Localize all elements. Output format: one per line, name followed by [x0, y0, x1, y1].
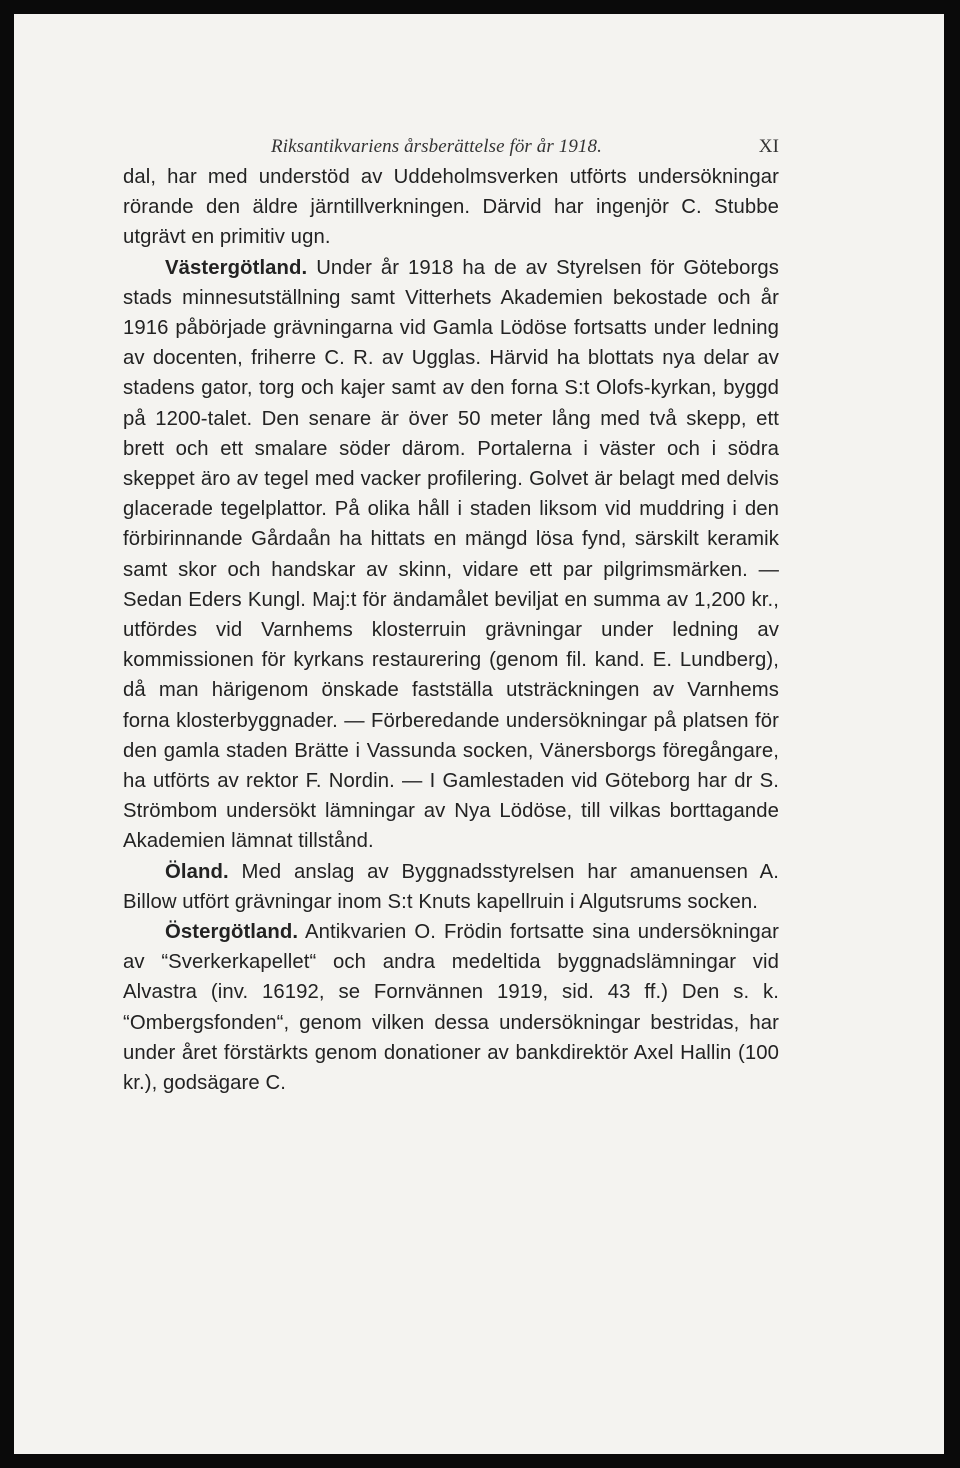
region-heading: Östergötland. [165, 921, 299, 944]
paragraph-continuation [123, 162, 779, 253]
paragraph-ostergotland [123, 917, 779, 1098]
paragraph-text: Antikvarien O. Frödin fortsatte sina undersökningar av “Sverkerkapellet“ och andra medeltida byggnadslämningar vid Alvastra (inv. 16192, se Fornvännen 1919, sid. 43 ff.) Den s. k. “Ombergsfonden“, genom vilken dessa undersökningar bestridas, har under året förstärkts genom donationer av bankdirektör Axel Hallin (100 kr.), godsägare C. [123, 921, 779, 1095]
paragraph-vastergotland [123, 253, 779, 857]
page-number: XI [758, 136, 779, 157]
text-column [123, 132, 779, 1098]
region-heading: Västergötland. [165, 256, 308, 279]
paragraph-text: dal, har med understöd av Uddeholmsverken utförts undersökningar rörande den äldre järntillverkningen. Därvid har ingenjör C. Stubbe utgrävt en primitiv ugn. [123, 166, 779, 249]
paragraph-text: Med anslag av Byggnadsstyrelsen har amanuensen A. Billow utfört grävningar inom S:t Knuts kapellruin i Algutsrums socken. [123, 860, 779, 913]
paragraph-oland [123, 857, 779, 917]
region-heading: Öland. [165, 860, 229, 883]
page-header [123, 132, 779, 162]
running-title: Riksantikvariens årsberättelse för år 1918. [271, 136, 602, 157]
document-page [14, 14, 944, 1454]
paragraph-text: Under år 1918 ha de av Styrelsen för Göteborgs stads minnesutställning samt Vitterhets Akademien bekostade och år 1916 påbörjade grävningarna vid Gamla Lödöse fortsatts under ledning av docenten, friherre C. R. av Ugglas. Härvid ha blottats nya delar av stadens gator, torg och kajer samt av den forna S:t Olofs-kyrkan, byggd på 1200-talet. Den senare är över 50 meter lång med två skepp, ett brett och ett smalare söder därom. Portalerna i väster och i södra skeppet äro av tegel med vacker profilering. Golvet är belagt med delvis glacerade tegelplattor. På olika håll i staden liksom vid muddring i den förbirinnande Gårdaån ha hittats en mängd lösa fynd, särskilt keramik samt skor och handskar av skinn, vidare ett par pilgrimsmärken. — Sedan Eders Kungl. Maj:t för ändamålet beviljat en summa av 1,200 kr., utfördes vid Varnhems klosterruin grävningar under ledning av kommissionen för kyrkans restaurering (genom fil. kand. E. Lundberg), då man härigenom önskade fastställa utsträckningen av Varnhems forna klosterbyggnader. — Förberedande undersökningar på platsen för den gamla staden Brätte i Vassunda socken, Vänersborgs föregångare, ha utförts av rektor F. Nordin. — I Gamlestaden vid Göteborg har dr S. Strömbom undersökt lämningar av Nya Lödöse, till vilkas borttagande Akademien lämnat tillstånd. [123, 256, 779, 853]
